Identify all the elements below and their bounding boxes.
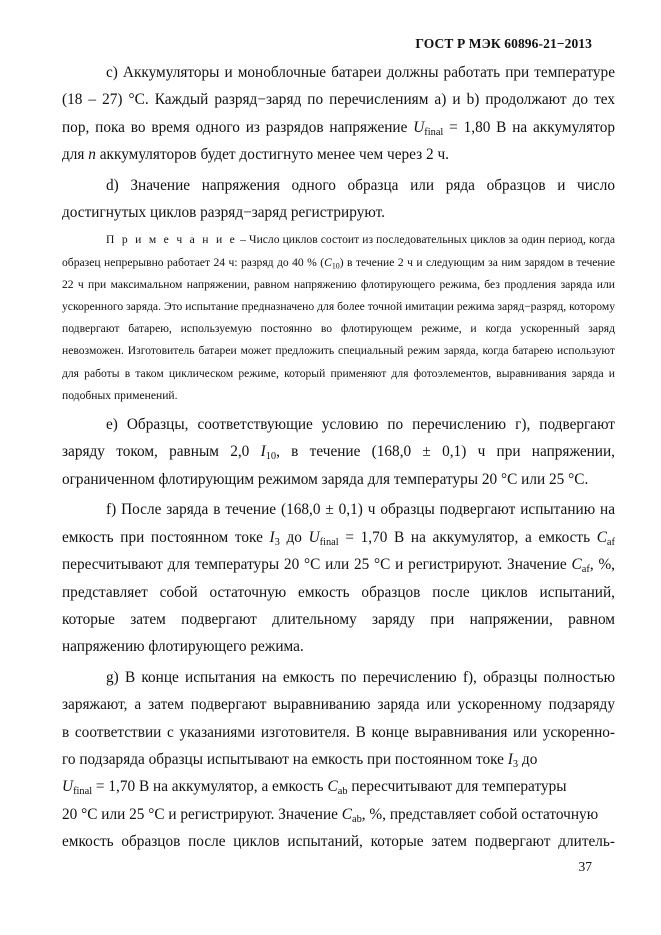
i3-symbol: I — [507, 750, 513, 768]
paragraph-g-text: го подзаряда образцы испытывают на емкость при постоянном токе — [62, 750, 508, 768]
paragraph-g-text: до — [518, 750, 538, 768]
paragraph-c-text-2: = 1,80 В на аккумулятор для — [62, 118, 615, 164]
paragraph-f-text: f) После заряда в течение (168,0 ± 0,1) ч образцы подвергают испытанию на емкость при постоянном токе — [62, 501, 615, 546]
paragraph-f-text-2: до — [279, 528, 309, 546]
paragraph-e-text: е) Образцы, соответствующие условию по перечислению г), подвергают заряду током, равным 2,0 — [62, 416, 615, 461]
paragraph-f — [62, 496, 615, 660]
c10-subscript: 10 — [331, 261, 340, 270]
paragraph-f-text-5: , %, представляет собой остаточную емкость образцов после циклов испытаний, которые затем подвергают длительному заряду при напряжении, равном напряжению флотирующего режима. — [62, 556, 616, 656]
cab-symbol: C — [341, 805, 352, 823]
body-text — [62, 59, 615, 859]
c10-symbol: C — [324, 255, 332, 269]
paragraph-e — [62, 411, 615, 493]
i3-subscript: 3 — [512, 759, 519, 771]
cab-subscript: ab — [337, 786, 348, 798]
n-symbol: n — [88, 146, 96, 164]
paragraph-g-line-4 — [62, 746, 615, 773]
paragraph-c-text: с) Аккумуляторы и моноблочные батареи должны работать при температуре (18 – 27) °С. Каждый разряд−заряд по перечислениям а) и b) продолжают до тех пор, пока во время одного из разрядов напряжение — [62, 64, 615, 136]
note-paragraph — [62, 229, 615, 407]
paragraph-g-text: 20 °С или 25 °С и регистрируют. Значение — [62, 805, 342, 823]
paragraph-d: d) Значение напряжения одного образца или ряда образцов и число достигнутых циклов разряд−заряд регистрируют. — [62, 176, 615, 222]
caf-symbol: C — [596, 528, 607, 546]
u-subscript: final — [73, 786, 93, 798]
page-number: 37 — [578, 859, 592, 874]
paragraph-g-line-6 — [62, 801, 615, 828]
paragraph-g-line-7: емкость образцов после циклов испытаний, которые затем подвергают длитель- — [62, 833, 615, 851]
caf-subscript: af — [581, 564, 590, 576]
paragraph-g — [62, 664, 615, 856]
u-subscript: final — [424, 126, 444, 138]
cab-symbol: C — [327, 778, 338, 796]
paragraph-c — [62, 59, 615, 169]
u-symbol: U — [308, 528, 320, 546]
caf-symbol: C — [571, 556, 582, 574]
note-label: П р и м е ч а н и е — [106, 233, 238, 247]
u-symbol: U — [62, 778, 74, 796]
paragraph-c-text-3: аккумуляторов будет достигнуто менее чем через 2 ч. — [95, 146, 449, 164]
cab-subscript: ab — [351, 813, 362, 825]
paragraph-f-text-3: = 1,70 В на аккумулятор, а емкость — [338, 528, 597, 546]
i10-subscript: 10 — [265, 451, 277, 463]
paragraph-f-text-4: пересчитывают для температуры 20 °С или 25 °С и регистрируют. Значение — [62, 556, 572, 574]
i10-symbol: I — [260, 443, 266, 461]
caf-subscript: af — [606, 536, 615, 548]
paragraph-g-text: пересчитывают для температуры — [347, 778, 567, 796]
i3-subscript: 3 — [274, 536, 280, 548]
note-text-2: ) в течение 2 ч и следующим за ним зарядом в течение 22 ч при максимальном напряжении, равном напряжению флотирующего режима, без продления заряда или ускоренного заряда. Это испытание предназначено для более точной имитации режима заряд−разряд, которому подвергают батарею, используемую постоянно во флотирующем режиме, и когда ускоренный заряд невозможен. Изготовитель батареи может предложить специальный режим заряда, когда батарею используют для работы в таком циклическом режиме, который применяют для фотоэлементов, выравнивания заряда и подобных применений. — [62, 255, 615, 402]
paragraph-g-line-2: заряжают, а затем подвергают выравниванию заряда или ускоренному подзаряду — [62, 696, 615, 714]
u-subscript: final — [319, 536, 339, 548]
u-symbol: U — [413, 118, 425, 136]
paragraph-e-text-2: , в течение (168,0 ± 0,1) ч при напряжении, ограниченном флотирующим режимом заряда для температуры 20 °С или 25 °С. — [62, 443, 615, 488]
paragraph-g-text: , %, представляет собой остаточную — [361, 805, 599, 823]
i3-symbol: I — [269, 528, 275, 546]
document-code-header: ГОСТ Р МЭК 60896-21−2013 — [415, 36, 592, 51]
note-text-1: – Число циклов состоит из последовательных циклов за один период, когда образец непрерывно работает 24 ч: разряд до 40 % ( — [62, 233, 616, 269]
paragraph-g-text: = 1,70 В на аккумулятор, а емкость — [92, 778, 328, 796]
paragraph-g-line-5 — [62, 773, 615, 800]
paragraph-g-line-1: g) В конце испытания на емкость по перечислению f), образцы полностью — [106, 668, 615, 686]
paragraph-g-line-3: в соответствии с указаниями изготовителя. В конце выравнивания или ускоренно- — [62, 723, 615, 741]
